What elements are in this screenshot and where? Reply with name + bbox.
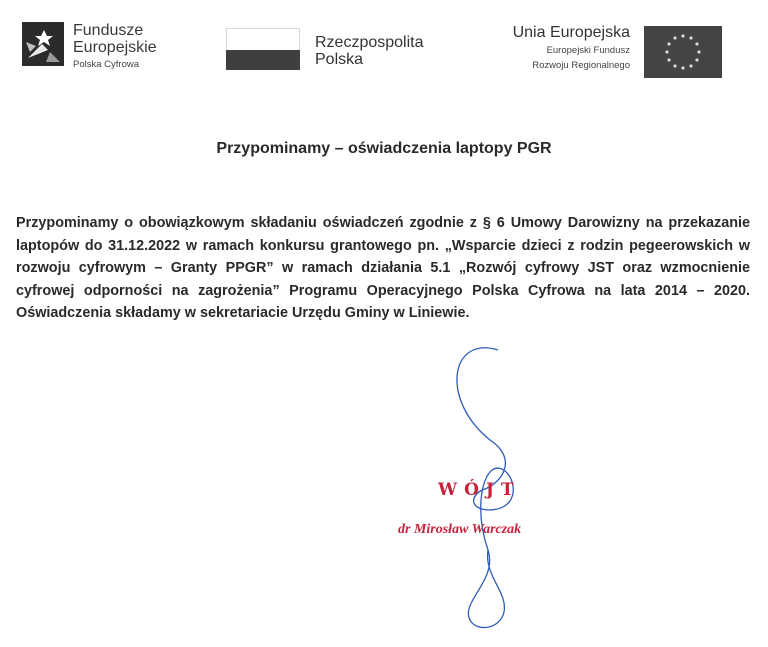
document-title: Przypominamy – oświadczenia laptopy PGR: [216, 140, 552, 157]
logo-bar: [0, 14, 768, 84]
ue-title: Unia Europejska: [512, 24, 630, 41]
signer-role: WÓJT: [438, 480, 521, 500]
handwritten-signature-icon: [380, 340, 680, 640]
document-body: Przypominamy o obowiązkowym składaniu oświadczeń zgodnie z § 6 Umowy Darowizny na przekazanie laptopów do 31.12.2022 w ramach konkursu grantowego pn. „Wsparcie dzieci z rodzin pegeerowskich w rozwoju cyfrowym – Granty PPGR” w ramach działania 5.1 „Rozwój cyfrowy JST oraz wzmocnienie cyfrowej odporności na zagrożenia” Programu Operacyjnego Polska Cyfrowa na lata 2014 – 2020. Oświadczenia składamy w sekretariacie Urzędu Gminy w Liniewie.: [16, 215, 750, 321]
fe-sub: Polska Cyfrowa: [73, 59, 139, 70]
signer-name: dr Mirosław Warczak: [398, 522, 522, 537]
fundusze-europejskie-text: [73, 22, 157, 70]
fe-line1: Fundusze: [73, 22, 144, 39]
fundusze-europejskie-logo: [22, 20, 202, 80]
ue-sub1: Europejski Fundusz: [546, 45, 630, 56]
rp-line1: Rzeczpospolita: [315, 34, 424, 51]
poland-flag-icon: [226, 28, 300, 72]
rzeczpospolita-polska-logo: [226, 28, 446, 82]
signature-block: [380, 340, 680, 640]
rp-line2: Polska: [315, 51, 364, 68]
ue-sub2: Rozwoju Regionalnego: [532, 60, 630, 71]
fundusze-europejskie-logo-icon: [22, 22, 64, 66]
fe-line2: Europejskie: [73, 39, 157, 56]
unia-europejska-text: [450, 24, 630, 72]
rzeczpospolita-polska-text: [315, 34, 424, 68]
unia-europejska-logo: [490, 24, 750, 84]
eu-flag-icon: [644, 26, 722, 78]
